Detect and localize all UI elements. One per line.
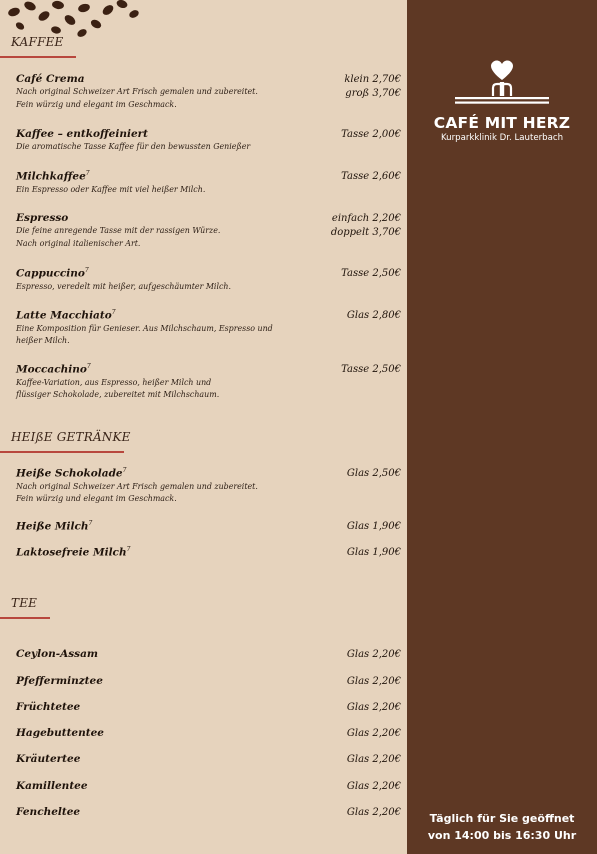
section-title-kaffee: KAFFEE <box>11 35 64 49</box>
section-title-heisse-getraenke: HEIßE GETRÄNKE <box>11 430 131 444</box>
menu-item <box>16 648 401 660</box>
section-underline <box>0 451 124 453</box>
brand-name: CAFÉ MIT HERZ <box>433 114 571 132</box>
item-description: Kaffee-Variation, aus Espresso, heißer Milch und flüssiger Schokolade, zubereitet mit Milchschaum. <box>16 377 220 399</box>
menu-item <box>16 520 401 533</box>
section-underline <box>0 56 76 58</box>
item-name: Milchkaffee$^7$ <box>16 170 90 183</box>
item-description: Die feine anregende Tasse mit der rassigen Würze. Nach original italienischer Art. <box>16 226 221 248</box>
item-description: Nach original Schweizer Art Frisch gemalen und zubereitet. Fein würzig und elegant im Geschmack. <box>16 481 258 503</box>
menu-item <box>16 467 401 506</box>
sidebar <box>407 0 597 854</box>
item-price: Glas 2,20€ <box>346 728 401 739</box>
item-description: Espresso, veredelt mit heißer, aufgeschäumter Milch. <box>16 281 231 291</box>
item-price: Tasse 2,00€ <box>341 129 401 140</box>
heart-fountain-icon <box>427 58 577 108</box>
item-name: Moccachino$^7$ <box>16 363 91 376</box>
item-name: Café Crema <box>16 73 85 85</box>
item-price: Glas 2,20€ <box>346 649 401 660</box>
item-name: Kaffee – entkoffeiniert <box>16 128 149 140</box>
opening-hours-line2: von 14:00 bis 16:30 Uhr <box>427 829 577 842</box>
item-price: Glas 2,50€ <box>346 468 401 479</box>
opening-hours <box>407 810 597 844</box>
item-name: Cappuccino$^7$ <box>16 267 89 280</box>
menu-item <box>16 212 401 250</box>
item-name: Heiße Milch$^7$ <box>16 520 93 533</box>
item-name: Hagebuttentee <box>16 727 104 739</box>
menu-item <box>16 727 401 739</box>
item-name: Kamillentee <box>16 780 88 792</box>
cafe-logo <box>407 58 597 143</box>
menu-item <box>16 701 401 713</box>
item-price: Glas 2,80€ <box>346 310 401 321</box>
item-price: einfach 2,20€ doppelt 3,70€ <box>330 213 401 238</box>
menu-item <box>16 363 401 402</box>
item-name: Pfefferminztee <box>16 675 103 687</box>
menu-item <box>16 806 401 818</box>
menu-item <box>16 780 401 792</box>
item-price: Tasse 2,60€ <box>341 171 401 182</box>
menu-item <box>16 675 401 687</box>
item-price: Glas 2,20€ <box>346 702 401 713</box>
item-description: Eine Komposition für Genieser. Aus Milchschaum, Espresso und heißer Milch. <box>16 323 273 345</box>
menu-item <box>16 128 401 154</box>
item-price: Glas 1,90€ <box>346 521 401 532</box>
item-price: Glas 2,20€ <box>346 781 401 792</box>
item-name: Heiße Schokolade$^7$ <box>16 467 127 480</box>
item-name: Laktosefreie Milch$^7$ <box>16 546 131 559</box>
item-price: Glas 2,20€ <box>346 807 401 818</box>
item-name: Ceylon-Assam <box>16 648 99 660</box>
item-description: Ein Espresso oder Kaffee mit viel heißer Milch. <box>16 184 206 194</box>
item-name: Espresso <box>16 212 69 224</box>
menu-item <box>16 753 401 765</box>
item-name: Früchtetee <box>16 701 81 713</box>
brand-subtitle: Kurparkklinik Dr. Lauterbach <box>440 133 564 143</box>
item-price: Glas 2,20€ <box>346 754 401 765</box>
menu-item <box>16 546 401 559</box>
item-price: Glas 1,90€ <box>346 547 401 558</box>
item-price: Glas 2,20€ <box>346 676 401 687</box>
item-price: Tasse 2,50€ <box>341 268 401 279</box>
menu-item <box>16 170 401 196</box>
item-price: Tasse 2,50€ <box>341 364 401 375</box>
opening-hours-line1: Täglich für Sie geöffnet <box>429 812 575 825</box>
menu-item <box>16 73 401 111</box>
item-price: klein 2,70€ groß 3,70€ <box>344 74 401 99</box>
item-description: Nach original Schweizer Art Frisch gemalen und zubereitet. Fein würzig und elegant im Geschmack. <box>16 87 258 109</box>
item-name: Fencheltee <box>16 806 81 818</box>
section-underline <box>0 617 50 619</box>
item-name: Latte Macchiato$^7$ <box>16 309 116 322</box>
section-title-tee: TEE <box>11 596 38 610</box>
item-description: Die aromatische Tasse Kaffee für den bewussten Genießer <box>16 142 251 151</box>
item-name: Kräutertee <box>16 753 81 765</box>
menu-item <box>16 267 401 293</box>
menu-item <box>16 309 401 348</box>
